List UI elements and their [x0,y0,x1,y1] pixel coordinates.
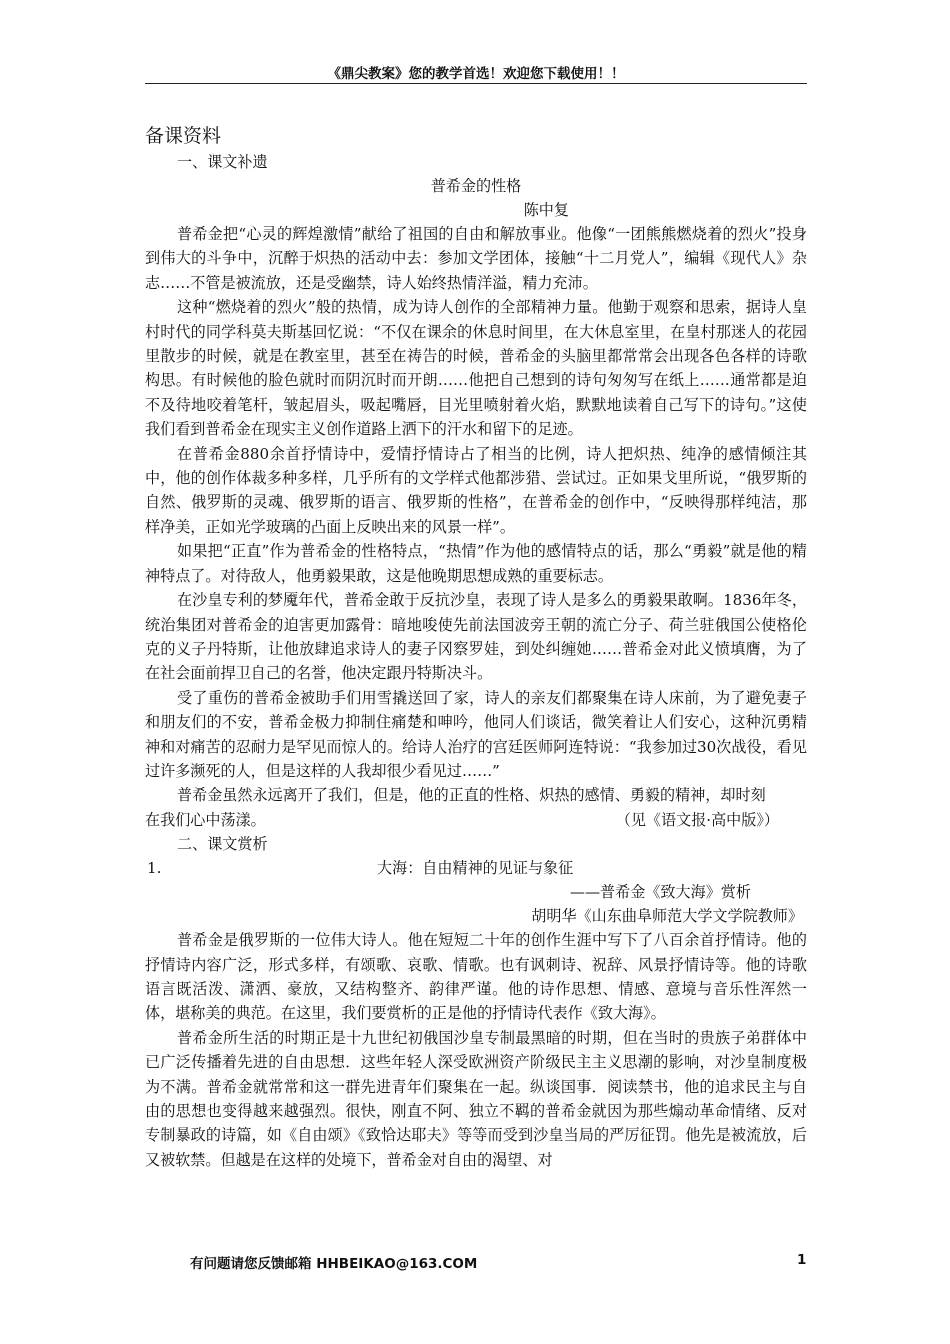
paragraph: 普希金虽然永远离开了我们，但是，他的正直的性格、炽热的感情、勇毅的精神，却时刻 [177,786,766,805]
paragraph: 受了重伤的普希金被助手们用雪撬送回了家，诗人的亲友们都聚集在诗人床前，为了避免妻子和朋友们的不安，普希金极力抑制住痛楚和呻吟，他同人们谈话，微笑着让人们安心，这种沉勇精神和对痛苦的忍耐力是罕见而惊人的。给诗人治疗的宫廷医师阿连特说：“我参加过30次战役，看见过许多濒死的人，但是这样的人我却很少看见过……” [145,688,807,780]
article-subtitle-2: ——普希金《致大海》赏析 [569,883,751,902]
paragraph: 普希金所生活的时期正是十九世纪初俄国沙皇专制最黑暗的时期，但在当时的贵族子弟群体中已广泛传播着先进的自由思想．这些年轻人深受欧洲资产阶级民主主义思潮的影响，对沙皇制度极为不满。普希金就常常和这一群先进青年们聚集在一起。纵谈国事．阅读禁书，他的追求民主与自由的思想也变得越来越强烈。很快，刚直不阿、独立不羁的普希金就因为那些煽动革命情绪、反对专制暴政的诗篇，如《自由颂》《致恰达耶夫》等等而受到沙皇当局的严厉征罚。他先是被流放，后又被软禁。但越是在这样的处境下，普希金对自由的渴望、对 [145,1028,807,1169]
paragraph-tail [145,808,807,832]
article-author-1: 陈中复 [523,201,569,219]
paragraph: 普希金是俄罗斯的一位伟大诗人。他在短短二十年的创作生涯中写下了八百余首抒情诗。他的抒情诗内容广泛，形式多样，有颂歌、哀歌、情歌。也有讽刺诗、祝辞、风景抒情诗等。他的诗歌语言既活泼、潇洒、豪放，又结构整齐、韵律严谨。他的诗作思想、情感、意境与音乐性浑然一体，堪称美的典范。在这里，我们要赏析的正是他的抒情诗代表作《致大海》。 [145,931,807,1023]
paragraph: 这种“燃烧着的烈火”般的热情，成为诗人创作的全部精神力量。他勤于观察和思索，据诗人皇村时代的同学科莫夫斯基回忆说：“不仅在课余的休息时间里，在大休息室里，在皇村那迷人的花园里散步的时候，就是在教室里，甚至在祷告的时候，普希金的头脑里都常常会出现各色各样的诗歌构思。有时候他的脸色就时而阴沉时而开朗……他把自己想到的诗句匆匆写在纸上……通常都是迫不及待地咬着笔杆，皱起眉头，吸起嘴唇，目光里喷射着火焰，默默地读着自己写下的诗句。”这使我们看到普希金在现实主义创作道路上洒下的汗水和留下的足迹。 [145,298,807,439]
document-body [145,122,807,1172]
page-footer: 有问题请您反馈邮箱 HHBEIKAO@163.COM [190,1256,478,1272]
article-title-2: 大海：自由精神的见证与象征 [377,859,574,878]
page-number: 1 [797,1252,807,1268]
paragraph: 普希金把“心灵的辉煌激情”献给了祖国的自由和解放事业。他像“一团熊熊燃烧着的烈火”投身到伟大的斗争中，沉醉于炽热的活动中去：参加文学团体，接触“十二月党人”，编辑《现代人》杂志……不管是被流放，还是受幽禁，诗人始终热情洋溢，精力充沛。 [145,225,807,292]
section-heading-2: 二、课文赏析 [177,835,268,854]
paragraph: 如果把“正直”作为普希金的性格特点，“热情”作为他的感情特点的话，那么“勇毅”就是他的精神特点了。对待敌人，他勇毅果敢，这是他晚期思想成熟的重要标志。 [145,542,807,585]
article-title-1: 普希金的性格 [430,177,522,195]
document-title: 备课资料 [145,125,222,147]
article-number: 1. [147,859,162,878]
paragraph: 在沙皇专利的梦魇年代，普希金敢于反抗沙皇，表现了诗人是多么的勇毅果敢啊。1836年冬，统治集团对普希金的迫害更加露骨：暗地唆使先前法国波旁王朝的流亡分子、荷兰驻俄国公使格伦克的义子丹特斯，让他放肆追求诗人的妻子冈察罗娃，到处纠缠她……普希金对此义愤填膺，为了在社会面前捍卫自己的名誉，他决定跟丹特斯决斗。 [145,591,807,683]
paragraph-last-line: 在我们心中荡漾。 [145,810,266,829]
section-heading-1: 一、课文补遗 [177,153,268,171]
paragraph: 在普希金880余首抒情诗中，爱情抒情诗占了相当的比例，诗人把炽热、纯净的感情倾注其中，他的创作体裁多种多样，几乎所有的文学样式他都涉猎、尝试过。正如果戈里所说，“俄罗斯的自然、俄罗斯的灵魂、俄罗斯的语言、俄罗斯的性格”，在普希金的创作中，“反映得那样纯洁，那样净美，正如光学玻璃的凸面上反映出来的风景一样”。 [145,444,807,536]
article-author-2: 胡明华《山东曲阜师范大学文学院教师》 [531,907,803,926]
article-title-row-2 [145,856,807,880]
source-citation: （见《语文报·高中版》） [615,810,779,829]
header-rule [145,83,807,84]
page-header: 《鼎尖教案》您的教学首选！欢迎您下载使用！！ [327,66,625,82]
